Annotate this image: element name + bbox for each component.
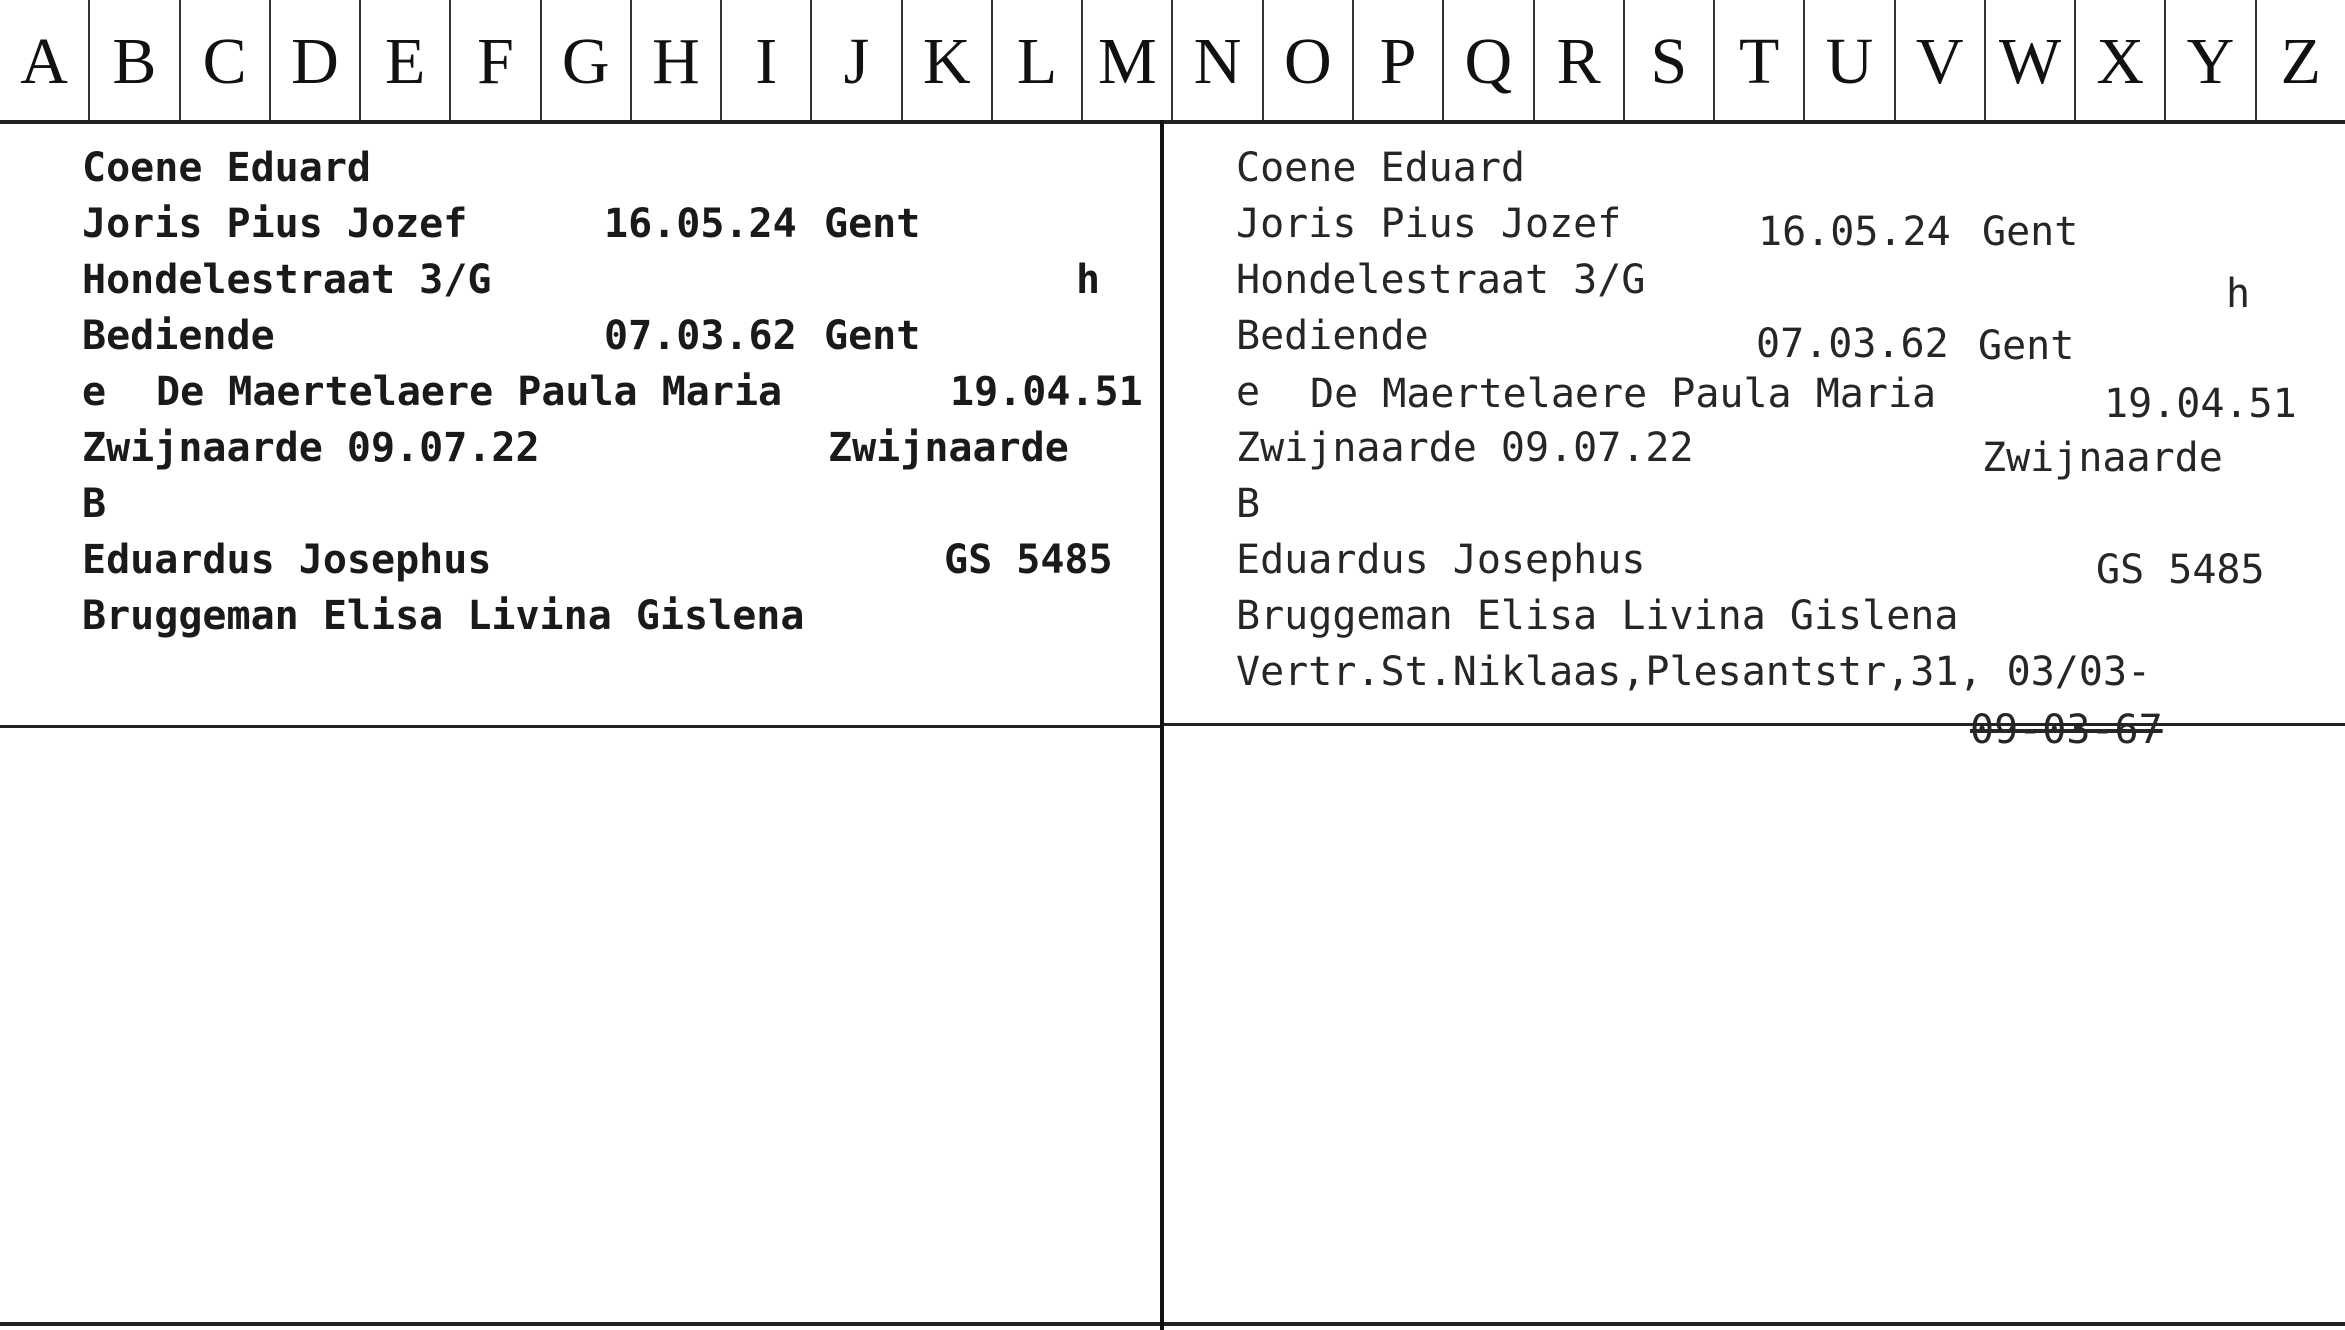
- card-left-nationality: B: [82, 481, 107, 527]
- card-left-registration-place: Gent: [824, 313, 921, 359]
- card-right: [1236, 140, 2336, 760]
- index-letter-b: B: [90, 0, 180, 120]
- card-left-spouse-prefix: e: [82, 369, 107, 415]
- index-letter-s: S: [1625, 0, 1715, 120]
- lower-left-rule: [0, 1322, 1160, 1326]
- card-right-spouse-prefix: e: [1236, 369, 1261, 415]
- alphabet-index-strip: [0, 0, 2345, 124]
- index-letter-p: P: [1354, 0, 1444, 120]
- card-left-reference: GS 5485: [944, 537, 1113, 583]
- card-right-nationality: B: [1236, 481, 1261, 527]
- card-right-given-names: Joris Pius Jozef: [1236, 201, 1622, 247]
- card-left-mother: Bruggeman Elisa Livina Gislena: [82, 593, 805, 639]
- index-letter-z: Z: [2280, 25, 2321, 98]
- card-right-spouse-name: De Maertelaere Paula Maria: [1310, 371, 1937, 417]
- card-right-departure-date-struck: 09-03-67: [1970, 707, 2163, 753]
- index-letter-o: O: [1264, 0, 1354, 120]
- index-letter-f: F: [451, 0, 541, 120]
- card-left-name: Coene Eduard: [82, 145, 371, 191]
- index-letter-j: J: [812, 0, 902, 120]
- index-letter-v: V: [1896, 0, 1986, 120]
- card-right-address: Hondelestraat 3/G: [1236, 257, 1646, 303]
- card-right-father: Eduardus Josephus: [1236, 537, 1646, 583]
- card-left-marriage-date: 19.04.51: [950, 369, 1143, 415]
- card-right-registration-place: Gent: [1978, 323, 2075, 369]
- card-right-birth-date: 16.05.24: [1758, 209, 1951, 255]
- index-letter-g: G: [542, 0, 632, 120]
- index-letter-q: Q: [1444, 0, 1534, 120]
- index-letter-n: N: [1173, 0, 1263, 120]
- index-letter-w: W: [1986, 0, 2076, 120]
- index-letter-d: D: [271, 0, 361, 120]
- index-letter-l: L: [993, 0, 1083, 120]
- index-letter-t: T: [1715, 0, 1805, 120]
- card-right-reference: GS 5485: [2096, 547, 2265, 593]
- card-left-birth-date: 16.05.24: [604, 201, 797, 247]
- card-left-given-names: Joris Pius Jozef: [82, 201, 468, 247]
- card-right-name: Coene Eduard: [1236, 145, 1525, 191]
- index-letter-i: I: [722, 0, 812, 120]
- index-letter-m: M: [1083, 0, 1173, 120]
- index-letter-a: A: [0, 0, 90, 120]
- card-right-registration-date: 07.03.62: [1756, 321, 1949, 367]
- card-right-occupation: Bediende: [1236, 313, 1429, 359]
- index-letter-u: U: [1805, 0, 1895, 120]
- card-right-birth-place: Gent: [1982, 209, 2079, 255]
- card-left-birth-place: Gent: [824, 201, 921, 247]
- card-left: [82, 140, 1152, 700]
- index-letter-e: E: [361, 0, 451, 120]
- card-right-sex: h: [2226, 271, 2251, 317]
- index-letter-c: C: [181, 0, 271, 120]
- card-left-sex: h: [1076, 257, 1101, 303]
- card-left-bottom-rule: [0, 725, 1160, 728]
- card-left-father: Eduardus Josephus: [82, 537, 492, 583]
- card-left-spouse-residence: Zwijnaarde: [828, 425, 1069, 471]
- card-left-occupation: Bediende: [82, 313, 275, 359]
- index-letter-h: H: [632, 0, 722, 120]
- index-letter-y: Y: [2166, 0, 2256, 120]
- card-left-spouse-birth: Zwijnaarde 09.07.22: [82, 425, 540, 471]
- card-left-spouse-name: De Maertelaere Paula Maria: [156, 369, 783, 415]
- lower-right-rule: [1164, 1322, 2345, 1326]
- card-left-registration-date: 07.03.62: [604, 313, 797, 359]
- card-right-spouse-residence: Zwijnaarde: [1982, 435, 2223, 481]
- card-left-address: Hondelestraat 3/G: [82, 257, 492, 303]
- card-right-departure-note: Vertr.St.Niklaas,Plesantstr,31, 03/03-: [1236, 649, 2152, 695]
- index-letter-x: X: [2076, 0, 2166, 120]
- card-right-marriage-date: 19.04.51: [2104, 381, 2297, 427]
- index-letter-r: R: [1535, 0, 1625, 120]
- card-right-mother: Bruggeman Elisa Livina Gislena: [1236, 593, 1959, 639]
- index-letter-k: K: [903, 0, 993, 120]
- card-right-spouse-birth: Zwijnaarde 09.07.22: [1236, 425, 1694, 471]
